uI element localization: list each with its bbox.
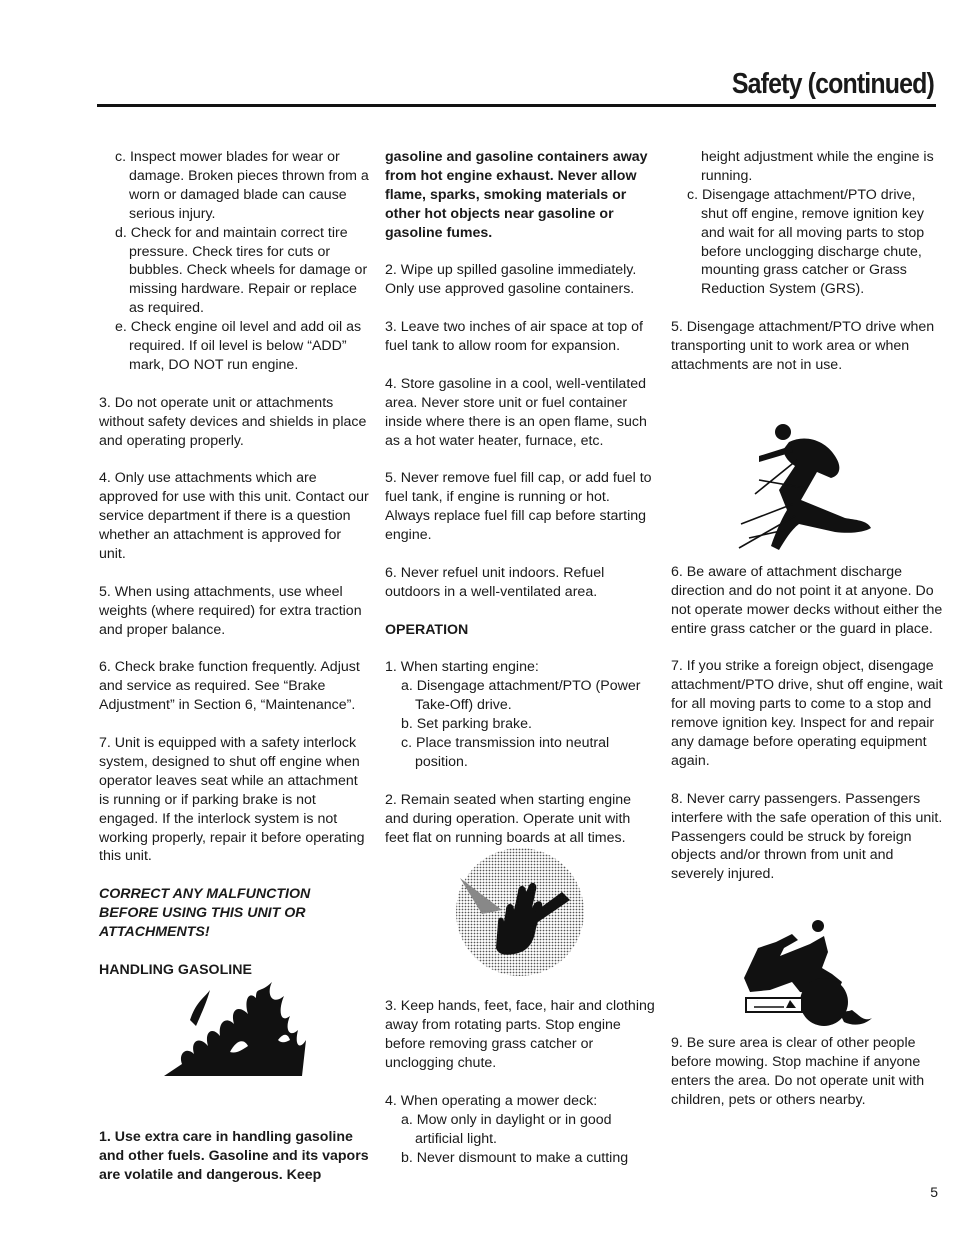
operation-rule-4: 4. When operating a mower deck: xyxy=(385,1092,598,1109)
item-d: d. Check for and maintain correct tire pressure. Check tires for cuts or bubbles. Check wheels for damage or missing hardware. Repair or replace as required. xyxy=(115,224,368,317)
operation-rule-1a: a. Disengage attachment/PTO (Power Take-Off) drive. xyxy=(401,678,641,714)
operation-rule-6: 6. Be aware of attachment discharge direction and do not point it at anyone. Do not operate mower decks without either the entire grass catcher or the guard in place. xyxy=(671,563,943,637)
gasoline-rule-1-cont: gasoline and gasoline containers away from hot engine exhaust. Never allow flame, sparks, smoking materials or other hot objects near gasoline or gasoline fumes. xyxy=(385,149,648,241)
gasoline-rule-4: 4. Store gasoline in a cool, well-ventilated area. Never store unit or fuel container inside where there is an open flame, such as a hot water heater, furnace, etc. xyxy=(385,375,647,449)
operation-rule-3: 3. Keep hands, feet, face, hair and clothing away from rotating parts. Stop engine before removing grass catcher or unclogging chute. xyxy=(385,998,655,1072)
passenger-icon xyxy=(740,912,872,1036)
rule-6: 6. Check brake function frequently. Adjust and service as required. See “Brake Adjustment” in Section 6, “Maintenance”. xyxy=(99,659,360,714)
rule-3: 3. Do not operate unit or attachments without safety devices and shields in place and operating properly. xyxy=(99,394,367,449)
gasoline-rule-5: 5. Never remove fuel fill cap, or add fuel to fuel tank, if engine is running or hot. Always replace fuel fill cap before starting engine. xyxy=(385,470,652,544)
hand-blade-icon xyxy=(452,848,588,980)
operation-rule-9: 9. Be sure area is clear of other people before mowing. Stop machine if anyone enters the area. Do not operate unit with children, pets or others nearby. xyxy=(671,1035,925,1108)
rule-5: 5. When using attachments, use wheel weights (where required) for extra traction and proper balance. xyxy=(99,583,362,638)
operation-rule-5: 5. Disengage attachment/PTO drive when transporting unit to work area or when attachments are not in use. xyxy=(671,319,935,373)
gasoline-rule-6: 6. Never refuel unit indoors. Refuel outdoors in a well-ventilated area. xyxy=(385,564,605,600)
page-title: Safety (continued) xyxy=(731,68,934,100)
page-number: 5 xyxy=(930,1184,938,1200)
column-2 xyxy=(385,148,657,1168)
header-rule xyxy=(97,104,936,107)
mower-rule-4c: c. Disengage attachment/PTO drive, shut off engine, remove ignition key and wait for all moving parts to stop before unclogging discharge chute, mounting grass catcher or Grass Reduction System (GRS). xyxy=(687,186,925,298)
rule-4: 4. Only use attachments which are approved for use with this unit. Contact our service department if there is a question whether an attachment is approved for unit. xyxy=(99,470,369,562)
operation-rule-4b: b. Never dismount to make a cutting xyxy=(401,1149,629,1166)
gasoline-rule-3: 3. Leave two inches of air space at top of fuel tank to allow room for expansion. xyxy=(385,319,643,355)
operation-rule-8: 8. Never carry passengers. Passengers interfere with the safe operation of this unit. Passengers could be struck by foreign objects and/or thrown from unit and severely injured. xyxy=(671,790,943,883)
item-e: e. Check engine oil level and add oil as required. If oil level is below “ADD” mark, DO NOT run engine. xyxy=(115,319,362,373)
gasoline-rule-1: 1. Use extra care in handling gasoline and other fuels. Gasoline and its vapors are volatile and dangerous. Keep xyxy=(99,1128,369,1183)
thrown-object-icon xyxy=(735,420,875,555)
operation-rule-2: 2. Remain seated when starting engine and during operation. Operate unit with feet flat on running boards at all times. xyxy=(385,791,632,846)
rule-7: 7. Unit is equipped with a safety interlock system, designed to shut off engine when operator leaves seat while an attachment is running or if parking brake is not engaged. If the interlock system is not working properly, repair it before operating this unit. xyxy=(99,735,365,865)
operation-rule-7: 7. If you strike a foreign object, disengage attachment/PTO drive, shut off engine, wait for all moving parts to come to a stop and remove ignition key. Inspect for and repair any damage before operating equipment again. xyxy=(671,658,943,769)
handling-gasoline-heading: HANDLING GASOLINE xyxy=(99,961,252,978)
gasoline-rule-2: 2. Wipe up spilled gasoline immediately. Only use approved gasoline containers. xyxy=(385,262,637,298)
mower-rule-4b-cont: height adjustment while the engine is running. xyxy=(701,149,934,184)
malfunction-warning: CORRECT ANY MALFUNCTION BEFORE USING THIS UNIT OR ATTACHMENTS! xyxy=(99,886,311,941)
item-c: c. Inspect mower blades for wear or damage. Broken pieces thrown from a worn or damaged blade can cause serious injury. xyxy=(115,149,369,222)
operation-rule-1: 1. When starting engine: xyxy=(385,659,539,676)
operation-rule-1b: b. Set parking brake. xyxy=(401,716,532,733)
operation-rule-4a: a. Mow only in daylight or in good artificial light. xyxy=(401,1111,612,1147)
operation-rule-1c: c. Place transmission into neutral position. xyxy=(401,734,610,770)
flame-icon xyxy=(160,980,310,1078)
operation-heading: OPERATION xyxy=(385,621,469,638)
